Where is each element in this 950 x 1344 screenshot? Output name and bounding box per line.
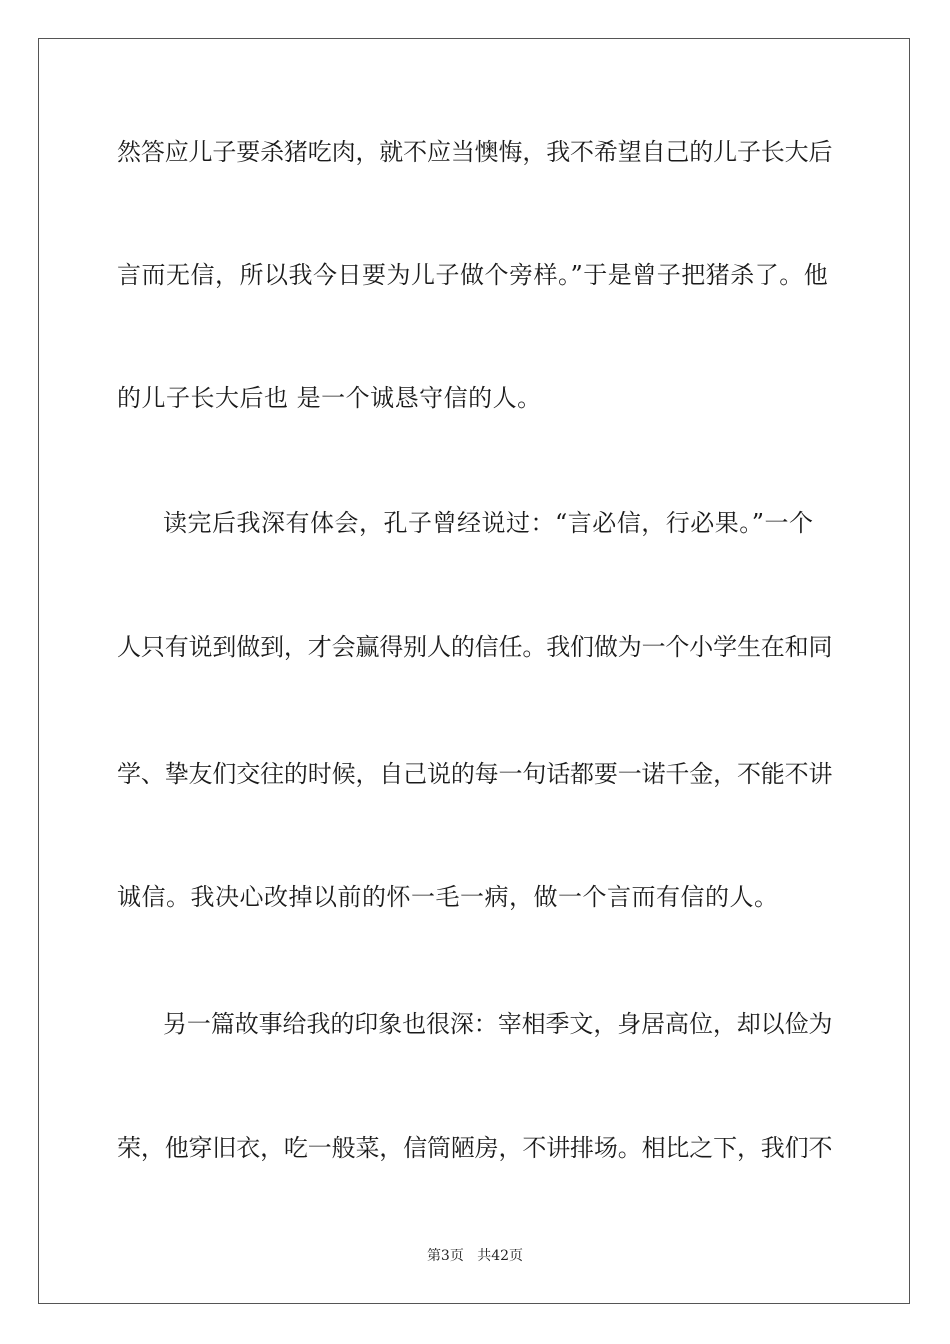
page-number: 第3页	[426, 1248, 464, 1264]
text-line: 的儿子长大后也 是一个诚恳守信的人。	[117, 384, 542, 412]
text-line: 言而无信，所以我今日要为儿子做个旁样。”于是曾子把猪杀了。他	[117, 261, 829, 289]
text-line: 学、挚友们交往的时候，自己说的每一句话都要一诺千金，不能不讲	[117, 760, 833, 788]
text-line: 读完后我深有体会，孔子曾经说过：“言必信，行必果。”一个	[163, 509, 814, 537]
page-total: 共42页	[477, 1248, 524, 1264]
text-line: 另一篇故事给我的印象也很深：宰相季文，身居高位，却以俭为	[163, 1010, 833, 1038]
text-line: 荣，他穿旧衣，吃一般菜，信筒陋房，不讲排场。相比之下，我们不	[117, 1134, 833, 1162]
page-footer	[0, 1246, 950, 1266]
page-border	[38, 38, 910, 1304]
text-line: 诚信。我决心改掉以前的怀一毛一病，做一个言而有信的人。	[117, 883, 779, 911]
text-line: 人只有说到做到，才会赢得别人的信任。我们做为一个小学生在和同	[117, 633, 833, 661]
text-line: 然答应儿子要杀猪吃肉，就不应当懊悔，我不希望自己的儿子长大后	[117, 138, 833, 166]
